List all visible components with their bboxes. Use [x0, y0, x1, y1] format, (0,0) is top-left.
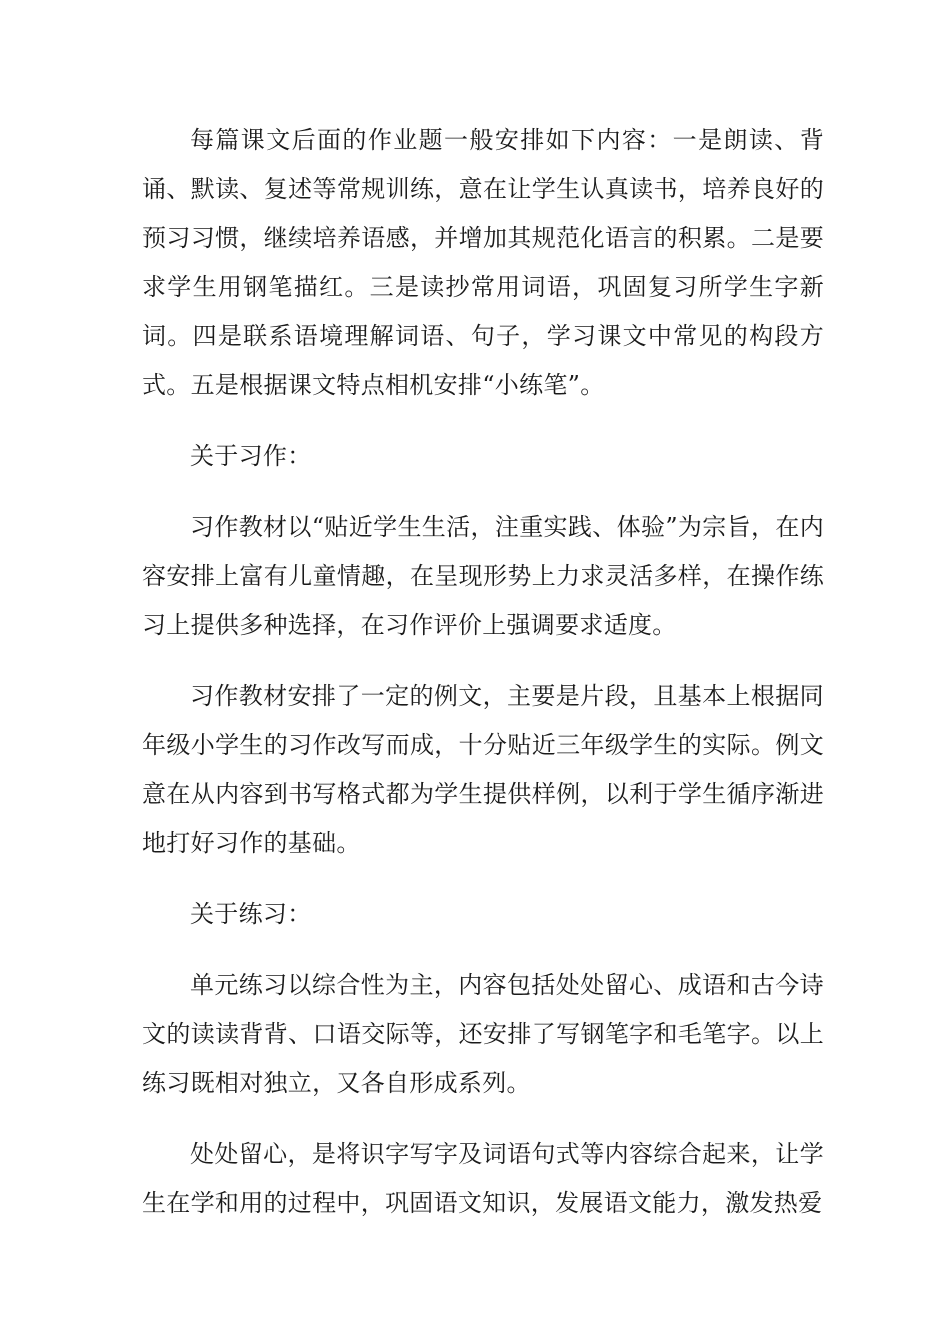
- paragraph-homework: 每篇课文后面的作业题一般安排如下内容：一是朗读、背诵、默读、复述等常规训练，意在让学生认真读书，培养良好的预习习惯，继续培养语感，并增加其规范化语言的积累。二是要求学生用钢笔描红。三是读抄常用词语，巩固复习所学生字新词。四是联系语境理解词语、句子，学习课文中常见的构段方式。五是根据课文特点相机安排“小练笔”。: [142, 126, 824, 399]
- paragraph-writing-examples: 习作教材安排了一定的例文，主要是片段，且基本上根据同年级小学生的习作改写而成，十分贴近三年级学生的实际。例文意在从内容到书写格式都为学生提供样例，以利于学生循序渐进地打好习作的基础。: [142, 682, 824, 857]
- document-body: [142, 116, 824, 1250]
- paragraph-writing-aims: 习作教材以“贴近学生生活，注重实践、体验”为宗旨，在内容安排上富有儿童情趣，在呈现形势上力求灵活多样，在操作练习上提供多种选择，在习作评价上强调要求适度。: [142, 513, 824, 639]
- paragraph-attention: 处处留心，是将识字写字及词语句式等内容综合起来，让学生在学和用的过程中，巩固语文知识，发展语文能力，激发热爱: [142, 1140, 824, 1217]
- paragraph-unit-exercises: 单元练习以综合性为主，内容包括处处留心、成语和古今诗文的读读背背、口语交际等，还安排了写钢笔字和毛笔字。以上练习既相对独立，又各自形成系列。: [142, 971, 824, 1097]
- section-heading-exercises: 关于练习：: [190, 900, 312, 928]
- section-heading-writing: 关于习作：: [190, 442, 312, 470]
